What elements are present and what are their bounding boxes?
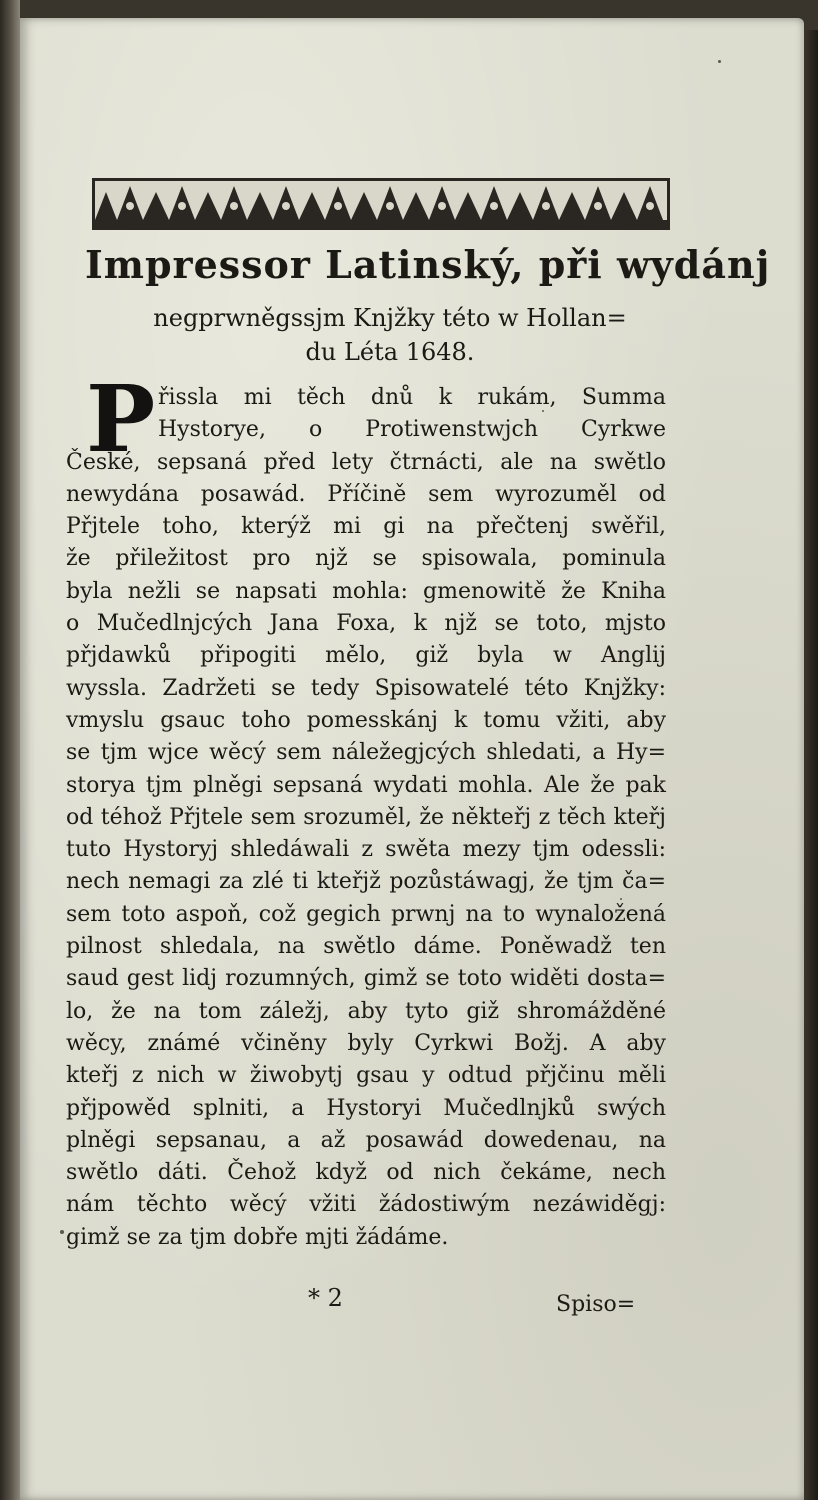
text-line: přjpowěd splniti, a Hystoryi Mučedlnjků swých: [66, 1095, 666, 1121]
text-line: lo, že na tom záležj, aby tyto giž shromážděné: [66, 998, 666, 1024]
text-line: saud gest lidj rozumných, gimž se toto widěti dosta=: [66, 966, 666, 992]
text-line: o Mučedlnjcých Jana Foxa, k njž se toto, mjsto: [66, 611, 666, 637]
text-line: vmyslu gsauc toho pomesskánj k tomu vžiti, aby: [66, 707, 666, 733]
signature-mark: * 2: [308, 1284, 343, 1312]
catchword: Spiso=: [556, 1292, 636, 1317]
text-line: wěcy, známé včiněny byly Cyrkwi Božj. A aby: [66, 1030, 666, 1056]
text-line: přjdawků připogiti mělo, giž byla w Anglij: [66, 643, 666, 669]
text-line: nám těchto wěcý vžiti žádostiwým nezáwiděgj:: [66, 1192, 666, 1218]
text-line: pilnost shledala, na swětlo dáme. Poněwadž ten: [66, 934, 666, 960]
ornamental-headpiece: [92, 178, 670, 230]
text-line: sem toto aspoň, což gegich prwnj na to wynaložená: [66, 901, 666, 927]
text-line: kteřj z nich w žiwobytj gsau y odtud přjčinu měli: [66, 1063, 666, 1089]
text-line: tuto Hystoryj shledáwali z swěta mezy tjm odessli:: [66, 837, 666, 863]
text-line: plněgi sepsanau, a až posawád dowedenau, na: [66, 1127, 666, 1153]
text-line: newydána posawád. Příčině sem wyrozuměl od: [66, 481, 666, 507]
text-line: České, sepsaná před lety čtrnácti, ale na swětlo: [66, 449, 666, 475]
text-line: swětlo dáti. Čehož když od nich čekáme, nech: [66, 1160, 666, 1186]
text-line: od téhož Přjtele sem srozuměl, že někteřj z těch kteřj: [66, 804, 666, 830]
page-edge-shadow: [804, 30, 818, 1500]
page-title: Impressor Latinský, při wydánj: [85, 242, 771, 287]
text-line: se tjm wjce wěcý sem náležegjcých shledati, a Hy=: [66, 740, 666, 766]
book-spine: [0, 0, 20, 1500]
subtitle-line-1: negprwněgssjm Knjžky této w Hollan=: [153, 304, 627, 332]
text-line: Přjtele toho, kterýž mi gi na přečtenj swěřil,: [66, 514, 666, 540]
text-line: byla nežli se napsati mohla: gmenowitě že Kniha: [66, 578, 666, 604]
text-line: že přiležitost pro njž se spisowala, pominula: [66, 546, 666, 572]
text-line: gimž se za tjm dobře mjti žádáme.: [66, 1224, 449, 1250]
subtitle-line-2: du Léta 1648.: [305, 338, 475, 366]
text-line: wyssla. Zadržeti se tedy Spisowatelé této Knjžky:: [66, 675, 666, 701]
text-line: Hystorye, o Protiwenstwjch Cyrkwe: [158, 417, 666, 443]
body-text: [66, 382, 666, 1254]
text-line: nech nemagi za zlé ti kteřjž pozůstáwagj, že tjm ča=: [66, 869, 666, 895]
text-line: řissla mi těch dnů k rukám, Summa: [158, 385, 666, 410]
text-line: storya tjm plněgi sepsaná wydati mohla. Ale že pak: [66, 772, 666, 798]
drop-cap-initial: P: [86, 365, 156, 473]
